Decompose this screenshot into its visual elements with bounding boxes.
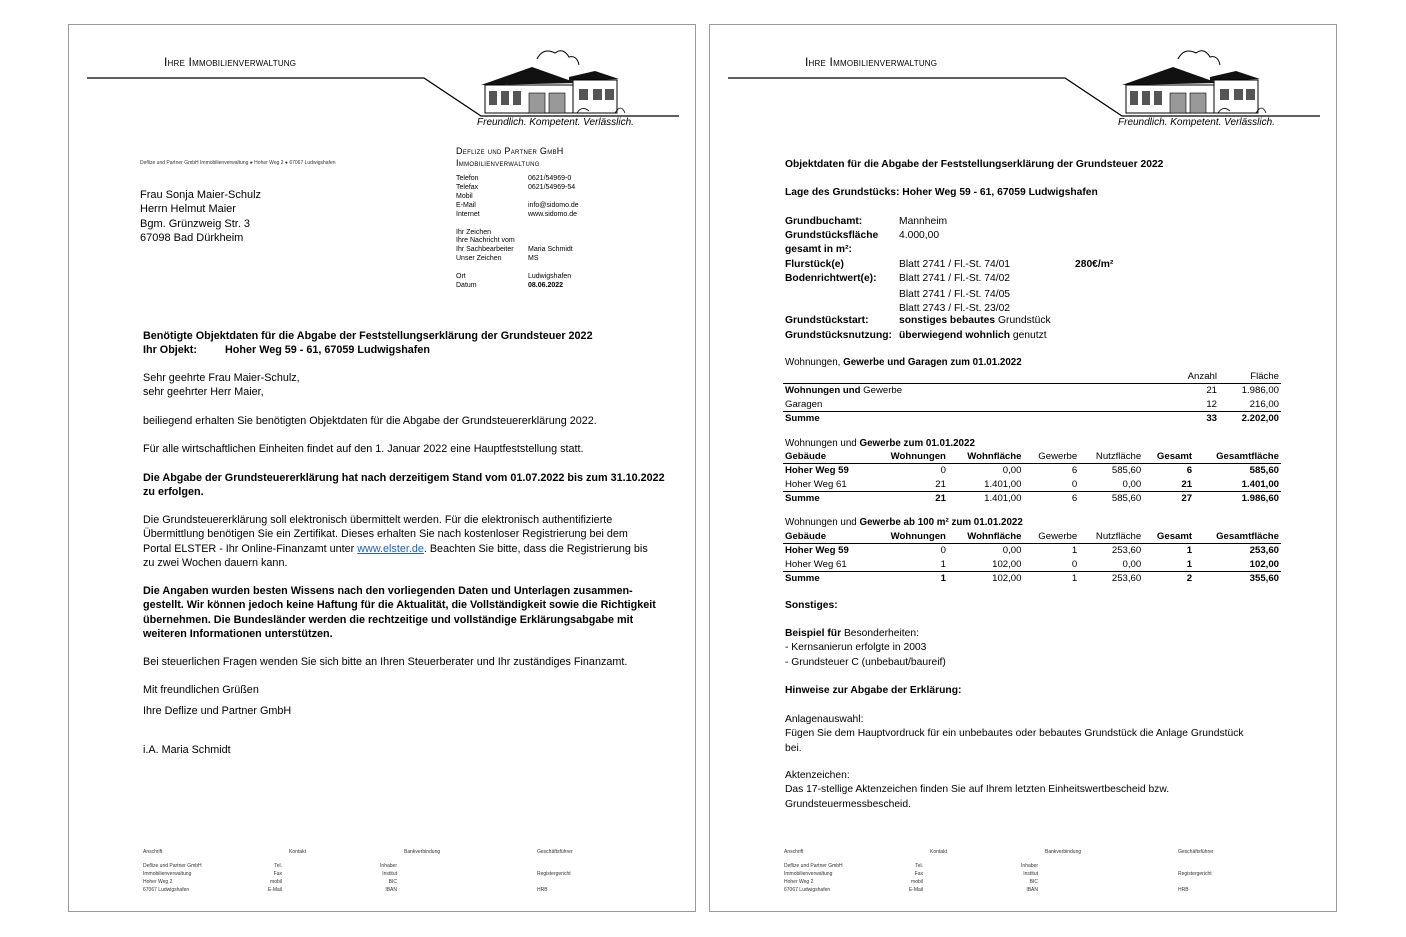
paragraph-disclaimer: Die Angaben wurden besten Wissens nach den vorliegenden Daten und Unterlagen zusammen- gestellt. Wir können jedoch keine Haftung für die Aktualität, die Vollständigkeit sowie die Richtigkeit übernehmen. Die Bundesländer werden die rechtzeitige und vollständige Erklärungsabgabe mit weiteren Informationen unterstützen. bbox=[143, 585, 656, 641]
table-sum-row: Summe 21 1.401,00 6 585,60 27 1.986,60 bbox=[785, 493, 1279, 505]
footer-heading-address: Anschrift bbox=[143, 849, 163, 855]
recipient-address bbox=[140, 188, 261, 245]
footer-contact-labels: Tel. Fax mobil E-Mail bbox=[908, 863, 923, 893]
table-row: Wohnungen und Gewerbe 21 1.986,00 bbox=[785, 385, 1279, 397]
object-line: Ihr Objekt: Hoher Weg 59 - 61, 67059 Ludwigshafen bbox=[143, 344, 431, 356]
recipient-line: Herrn Helmut Maier bbox=[140, 203, 236, 216]
grundbuchamt-value: Mannheim bbox=[899, 216, 948, 227]
header-slogan: Freundlich. Kompetent. Verlässlich. bbox=[1118, 117, 1275, 128]
date-row: Datum 08.06.2022 bbox=[456, 282, 564, 290]
footer-management: Registergericht HRB bbox=[1178, 870, 1212, 893]
house-logo-icon bbox=[477, 47, 627, 117]
objekt-location: Lage des Grundstücks: Hoher Weg 59 - 61, 67059 Ludwigshafen bbox=[785, 187, 1098, 198]
table-sum-row: Summe 33 2.202,00 bbox=[785, 413, 1279, 425]
footer-heading-bank: Bankverbindung bbox=[404, 849, 441, 855]
contact-row: Mobil bbox=[456, 192, 473, 200]
header-company: Ihre Immobilienverwaltung bbox=[805, 55, 938, 69]
closing: Mit freundlichen Grüßen bbox=[143, 684, 259, 696]
art-label: Grundstückstart: bbox=[785, 315, 869, 326]
table-sum-row: Summe 1 102,00 1 253,60 2 355,60 bbox=[785, 573, 1279, 585]
footer-heading-address: Anschrift bbox=[784, 849, 804, 855]
footer-heading-management: Geschäftsführer bbox=[537, 849, 573, 855]
objektdaten-page bbox=[709, 24, 1337, 912]
sonstiges-heading: Sonstiges: bbox=[785, 600, 838, 611]
info-block bbox=[456, 145, 579, 291]
paragraph-2: Für alle wirtschaftlichen Einheiten findet auf den 1. Januar 2022 eine Hauptfeststellung statt. bbox=[143, 443, 584, 455]
paragraph-1: beiliegend erhalten Sie benötigten Objektdaten für die Abgabe der Grundsteuererklärung 2022. bbox=[143, 415, 597, 427]
besonderheiten: Beispiel für Besonderheiten: - Kernsanierun erfolgte in 2003 - Grundsteuer C (unbebaut/baureif) bbox=[785, 628, 946, 668]
reference-row: Ihre Nachricht vom bbox=[456, 237, 515, 245]
firm-sub: Immobilienverwaltung bbox=[456, 158, 540, 168]
table-row: Hoher Weg 61 21 1.401,00 0 0,00 21 1.401,00 bbox=[785, 478, 1279, 490]
table-row: Hoher Weg 59 0 0,00 1 253,60 1 253,60 bbox=[785, 545, 1279, 557]
table-summary bbox=[783, 370, 1281, 426]
place-row: Ort Ludwigshafen bbox=[456, 273, 572, 281]
paragraph-deadline: Die Abgabe der Grundsteuererklärung hat nach derzeitigem Stand vom 01.07.2022 bis zum 31.10.2022 zu erfolgen. bbox=[143, 472, 665, 499]
bodenrichtwert-value: 280€/m² bbox=[1075, 259, 1114, 270]
house-logo-icon bbox=[1118, 47, 1268, 117]
recipient-line: 67098 Bad Dürkheim bbox=[140, 231, 244, 244]
footer-heading-management: Geschäftsführer bbox=[1178, 849, 1214, 855]
reference-row: Ihr Sachbearbeiter Maria Schmidt bbox=[456, 246, 573, 254]
table2-caption: Wohnungen und Gewerbe zum 01.01.2022 bbox=[785, 438, 975, 449]
table3-caption: Wohnungen und Gewerbe ab 100 m² zum 01.01.2022 bbox=[785, 517, 1023, 528]
contact-row: E-Mail info@sidomo.de bbox=[456, 201, 579, 209]
table-header: Gebäude Wohnungen Wohnfläche Gewerbe Nutzfläche Gesamt Gesamtfläche bbox=[785, 531, 1279, 542]
contact-row: Telefax 0621/54969-54 bbox=[456, 183, 576, 191]
contact-row: Telefon 0621/54969-0 bbox=[456, 175, 572, 182]
nutzung-value: überwiegend wohnlich genutzt bbox=[899, 330, 1047, 341]
table-commercial bbox=[783, 530, 1281, 586]
table-row: Garagen 12 216,00 bbox=[785, 398, 1279, 410]
signature: i.A. Maria Schmidt bbox=[143, 744, 231, 756]
sender-line: Deflize und Partner GmbH Immobilienverwaltung ● Hoher Weg 2 ● 67067 Ludwigshafen bbox=[140, 160, 336, 166]
firm-name: Deflize und Partner GmbH bbox=[456, 146, 564, 156]
footer-heading-bank: Bankverbindung bbox=[1045, 849, 1082, 855]
nutzung-label: Grundstücksnutzung: bbox=[785, 330, 892, 341]
contact-row: Internet www.sidomo.de bbox=[456, 210, 578, 218]
recipient-line: Frau Sonja Maier-Schulz bbox=[140, 189, 262, 201]
footer-management: Registergericht HRB bbox=[537, 870, 571, 893]
table-row: Hoher Weg 61 1 102,00 0 0,00 1 102,00 bbox=[785, 558, 1279, 570]
flurstueck-label: Flurstück(e) Bodenrichtwert(e): bbox=[785, 259, 877, 285]
objekt-title: Objektdaten für die Abgabe der Feststellungserklärung der Grundsteuer 2022 bbox=[785, 159, 1164, 170]
table-buildings bbox=[783, 450, 1281, 506]
table-header: Anzahl Fläche bbox=[783, 370, 1281, 384]
footer-address: Deflize und Partner GmbH Immobilienverwaltung Hoher Weg 2 67067 Ludwigshafen bbox=[784, 863, 843, 893]
footer-bank-labels: Inhaber Institut BIC IBAN bbox=[380, 863, 397, 893]
footer-address: Deflize und Partner GmbH Immobilienverwaltung Hoher Weg 2 67067 Ludwigshafen bbox=[143, 863, 202, 893]
reference-row: Unser Zeichen MS bbox=[456, 255, 539, 263]
footer-contact-labels: Tel. Fax mobil E-Mail bbox=[267, 863, 282, 893]
closing-firm: Ihre Deflize und Partner GmbH bbox=[143, 705, 292, 717]
paragraph-tax-advice: Bei steuerlichen Fragen wenden Sie sich bitte an Ihren Steuerberater und Ihr zuständiges Finanzamt. bbox=[143, 656, 628, 668]
reference-row: Ihr Zeichen bbox=[456, 228, 492, 236]
aktenzeichen: Aktenzeichen: Das 17-stellige Aktenzeichen finden Sie auf Ihrem letzten Einheitswertbescheid bzw. Grundsteuermessbescheid. bbox=[785, 770, 1170, 810]
header-company: Ihre Immobilienverwaltung bbox=[164, 55, 297, 69]
letter-page bbox=[68, 24, 696, 912]
letter-subject: Benötigte Objektdaten für die Abgabe der Feststellungserklärung der Grundsteuer 2022 bbox=[143, 330, 593, 342]
footer-heading-contact: Kontakt bbox=[289, 849, 306, 855]
paragraph-elster: Die Grundsteuererklärung soll elektronisch übermittelt werden. Für die elektronisch authentifizierte Übermittlung benötigen Sie ein Zertifikat. Dieses erhalten Sie nach kostenloser Registrierung bei dem Portal ELSTER - Ihr Online-Finanzamt unter www.elster.de. Beachten Sie bitte, dass die Registrierung bis zu zwei Wochen dauern kann. bbox=[143, 514, 648, 570]
hinweise-heading: Hinweise zur Abgabe der Erklärung: bbox=[785, 685, 962, 696]
flaeche-label: Grundstücksfläche gesamt in m²: bbox=[785, 230, 879, 256]
grundbuchamt-label: Grundbuchamt: bbox=[785, 216, 863, 227]
table-row: Hoher Weg 59 0 0,00 6 585,60 6 585,60 bbox=[785, 465, 1279, 477]
flurstueck-list: Blatt 2741 / Fl.-St. 74/01 Blatt 2741 / Fl.-St. 74/02 Blatt 2741 / Fl.-St. 74/05 Blatt 2743 / Fl.-St. 23/02 bbox=[899, 259, 1011, 314]
table1-caption: Wohnungen, Gewerbe und Garagen zum 01.01.2022 bbox=[785, 357, 1022, 368]
anlagenauswahl: Anlagenauswahl: Fügen Sie dem Hauptvordruck für ein unbebautes oder bebautes Grundstück die Anlage Grundstück bei. bbox=[785, 714, 1244, 754]
footer-bank-labels: Inhaber Institut BIC IBAN bbox=[1021, 863, 1038, 893]
elster-link[interactable]: www.elster.de bbox=[357, 542, 424, 555]
footer-heading-contact: Kontakt bbox=[930, 849, 947, 855]
table-header: Gebäude Wohnungen Wohnfläche Gewerbe Nutzfläche Gesamt Gesamtfläche bbox=[785, 451, 1279, 462]
header-slogan: Freundlich. Kompetent. Verlässlich. bbox=[477, 117, 634, 128]
recipient-line: Bgm. Grünzweig Str. 3 bbox=[140, 217, 251, 230]
salutation: Sehr geehrte Frau Maier-Schulz, sehr geehrter Herr Maier, bbox=[143, 372, 300, 399]
art-value: sonstiges bebautes Grundstück bbox=[899, 315, 1051, 326]
flaeche-value: 4.000,00 bbox=[899, 230, 940, 241]
